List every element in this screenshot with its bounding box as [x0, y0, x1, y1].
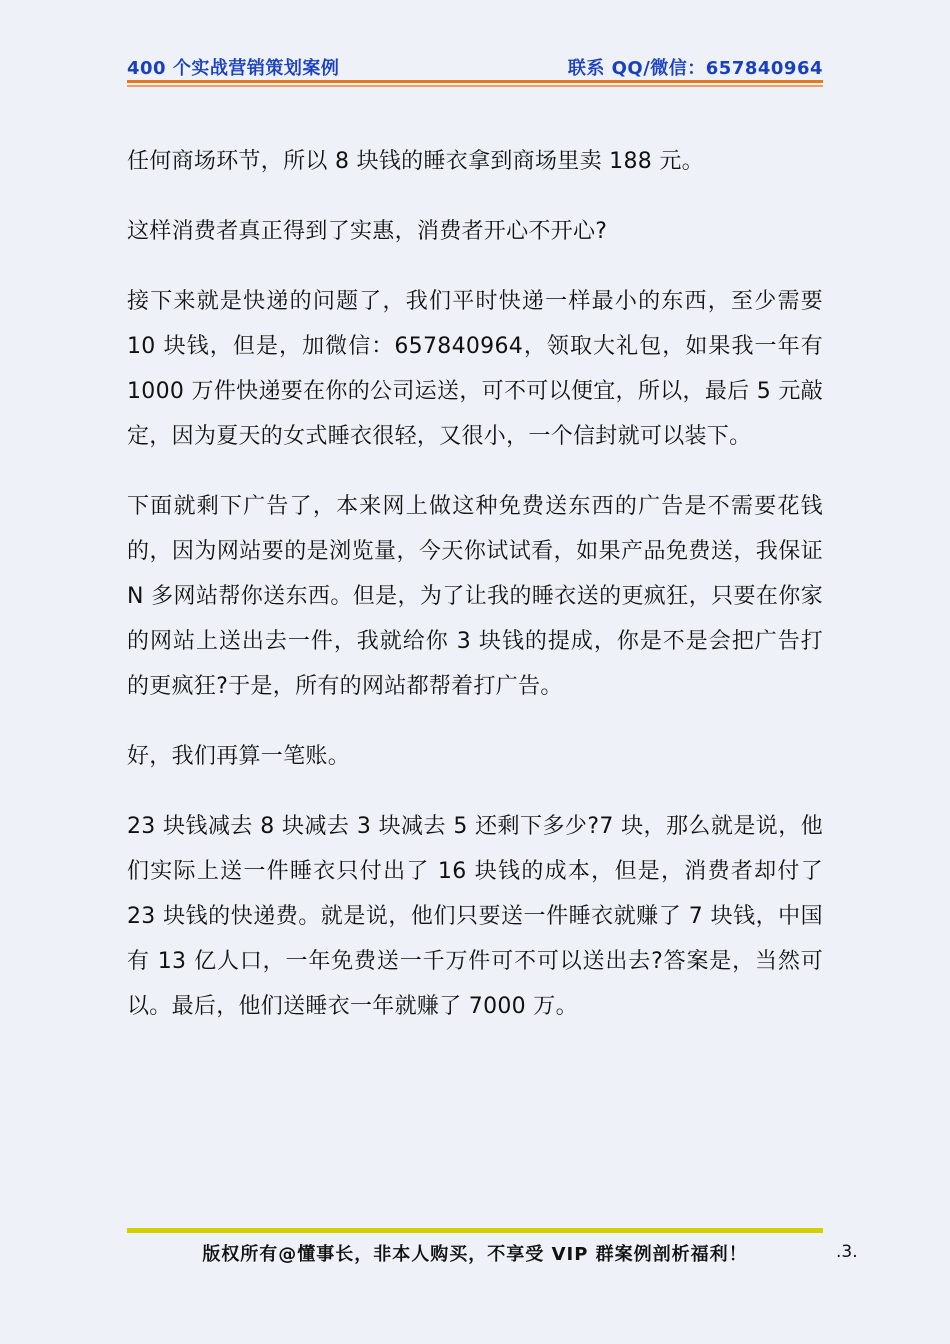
paragraph: 任何商场环节，所以 8 块钱的睡衣拿到商场里卖 188 元。: [127, 149, 704, 174]
paragraph: 这样消费者真正得到了实惠，消费者开心不开心?: [127, 219, 608, 244]
paragraph: 23 块钱减去 8 块减去 3 块减去 5 还剩下多少?7 块，那么就是说，他们实际上送一件睡衣只付出了 16 块钱的成本，但是，消费者却付了 23 块钱的快递费。就是说，他们只要送一件睡衣就赚了 7 块钱，中国有 13 亿人口，一年免费送一千万件可不可以送出去?答案是，当然可以。最后，他们送睡衣一年就赚了 7000 万。: [127, 814, 823, 1019]
header-contact: 联系 QQ/微信：657840964: [567, 58, 823, 79]
header-divider: [127, 80, 823, 83]
paragraph: 好，我们再算一笔账。: [127, 744, 351, 769]
page-header: [127, 54, 823, 80]
footer-copyright: 版权所有@懂事长，非本人购买，不享受 VIP 群案例剖析福利！: [202, 1244, 748, 1265]
paragraph: 接下来就是快递的问题了，我们平时快递一样最小的东西，至少需要 10 块钱，但是，加微信：657840964，领取大礼包，如果我一年有 1000 万件快递要在你的公司运送，可不可以便宜，所以，最后 5 元敲定，因为夏天的女式睡衣很轻，又很小，一个信封就可以装下。: [127, 289, 823, 449]
header-title: 400 个实战营销策划案例: [127, 58, 340, 79]
page-number: .3.: [836, 1242, 858, 1262]
footer-divider: [127, 1228, 823, 1233]
body-content: [127, 139, 823, 1054]
header-divider-secondary: [127, 85, 823, 87]
paragraph: 下面就剩下广告了，本来网上做这种免费送东西的广告是不需要花钱的，因为网站要的是浏览量，今天你试试看，如果产品免费送，我保证 N 多网站帮你送东西。但是，为了让我的睡衣送的更疯狂，只要在你家的网站上送出去一件，我就给你 3 块钱的提成，你是不是会把广告打的更疯狂?于是，所有的网站都帮着打广告。: [127, 494, 823, 699]
